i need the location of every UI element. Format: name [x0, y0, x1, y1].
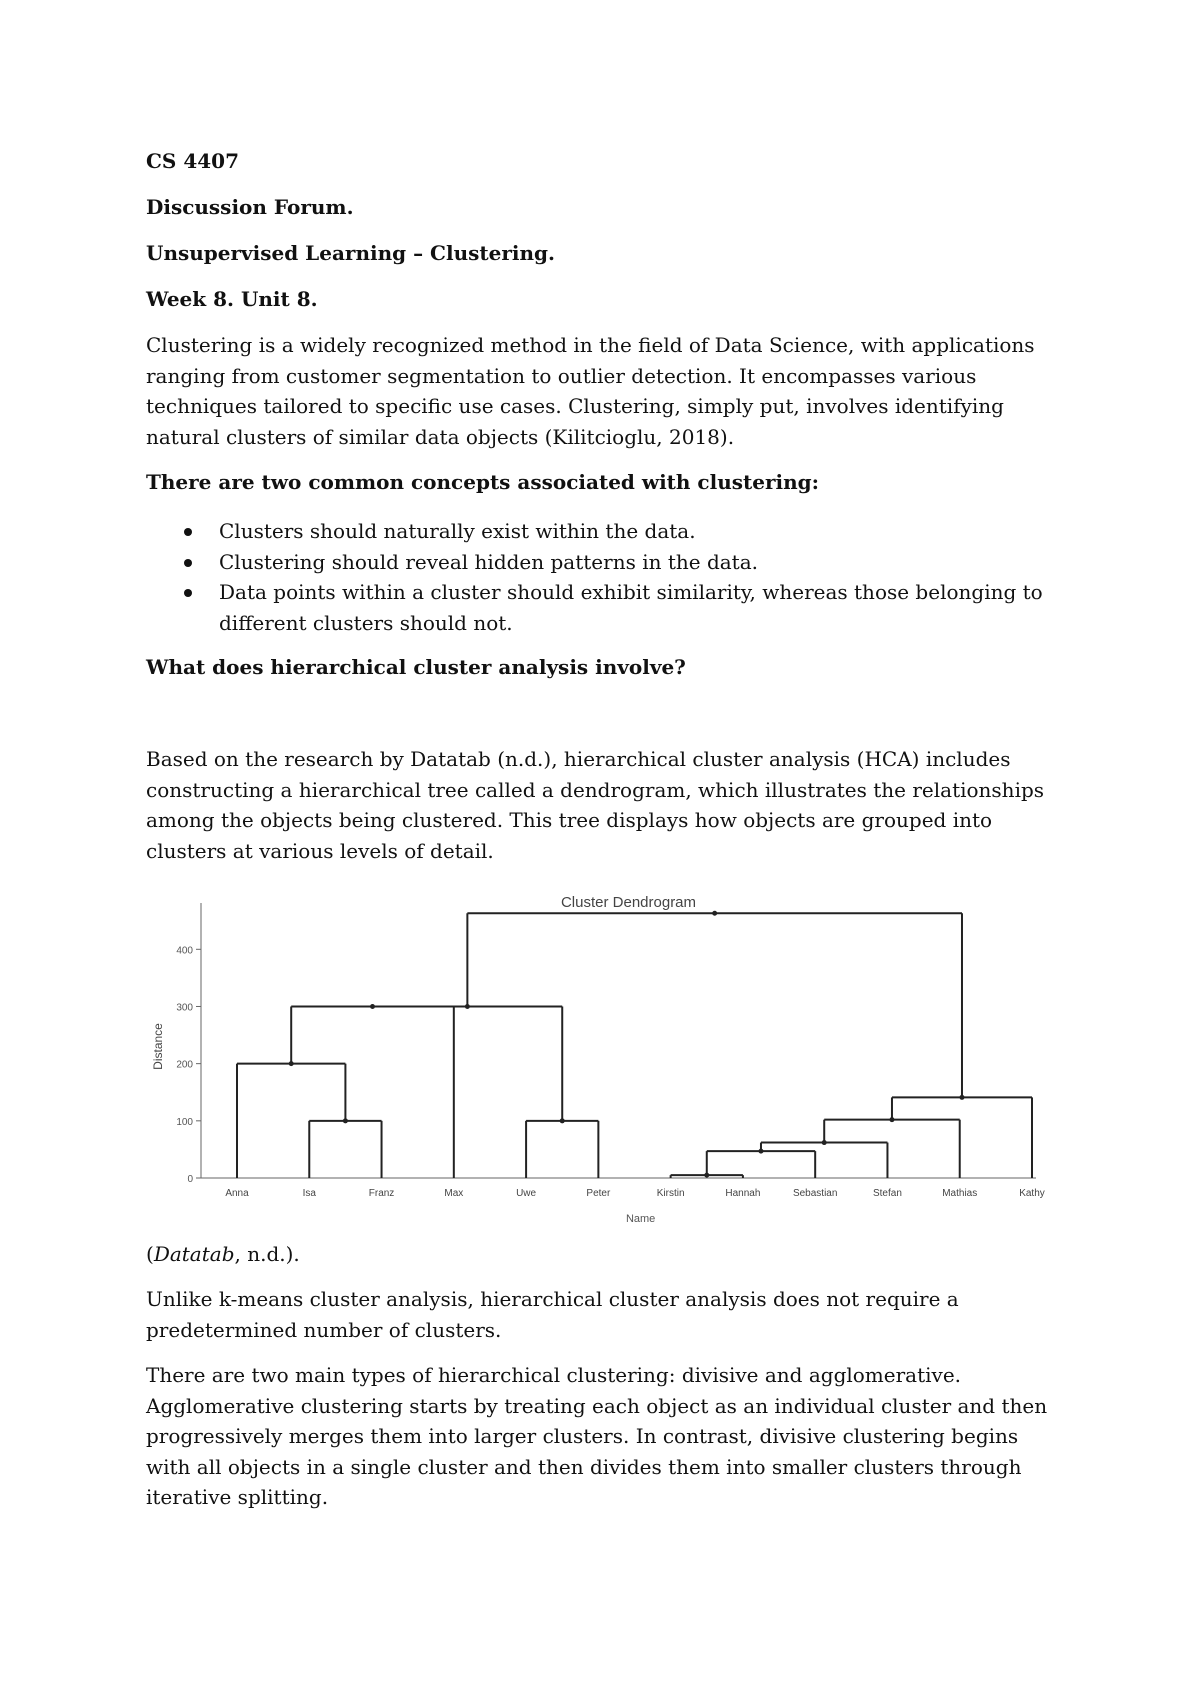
hca-paragraph: Based on the research by Datatab (n.d.), hierarchical cluster analysis (HCA) includes constructing a hierarchical tree called a dendrogram, which illustrates the relationships among the objects being clustered. This tree displays how objects are grouped into clusters at various levels of detail. [146, 747, 1045, 863]
leaf-label: Stefan [872, 1188, 902, 1199]
leaf-label: Uwe [516, 1188, 537, 1199]
concepts-heading: There are two common concepts associated with clustering: [146, 470, 820, 494]
chart-title: Cluster Dendrogram [560, 894, 697, 911]
bullet-icon [184, 559, 192, 567]
leaf-label: Franz [368, 1188, 395, 1199]
figure-citation: (Datatab, n.d.). [146, 1242, 300, 1266]
concepts-list [146, 516, 1046, 638]
y-axis-label: Distance [151, 1023, 165, 1070]
leaf-label: Mathias [942, 1188, 978, 1199]
cluster-dendrogram [146, 885, 1046, 1225]
y-tick-label: 200 [176, 1059, 193, 1071]
forum-label: Discussion Forum. [146, 195, 354, 219]
x-axis-label: Name [625, 1213, 656, 1225]
topic-title: Unsupervised Learning – Clustering. [146, 241, 555, 265]
y-tick-label: 300 [176, 1002, 193, 1014]
list-item: Data points within a cluster should exhibit similarity, whereas those belonging to different clusters should not. [146, 577, 1046, 638]
leaf-label: Peter [586, 1188, 611, 1199]
list-item: Clustering should reveal hidden patterns in the data. [146, 547, 1046, 578]
citation-source: Datatab [153, 1242, 235, 1266]
intro-paragraph: Clustering is a widely recognized method in the field of Data Science, with applications ranging from customer segmentation to outlier detection. It encompasses various techniques tailored to specific use cases. Clustering, simply put, involves identifying natural clusters of similar data objects (Kilitcioglu, 2018). [146, 333, 1035, 449]
y-tick-label: 400 [176, 945, 193, 957]
leaf-label: Kathy [1019, 1188, 1045, 1199]
leaf-label: Anna [225, 1188, 249, 1199]
leaf-label: Kirstin [656, 1188, 685, 1199]
hca-heading: What does hierarchical cluster analysis involve? [146, 655, 686, 679]
list-item: Clusters should naturally exist within the data. [146, 516, 1046, 547]
y-tick-label: 100 [176, 1116, 193, 1128]
types-paragraph: There are two main types of hierarchical clustering: divisive and agglomerative. Agglomerative clustering starts by treating each object as an individual cluster and then progressively merges them into larger clusters. In contrast, divisive clustering begins with all objects in a single cluster and then divides them into smaller clusters through iterative splitting. [146, 1363, 1048, 1509]
course-code: CS 4407 [146, 149, 239, 173]
leaf-label: Hannah [725, 1188, 761, 1199]
week-label: Week 8. Unit 8. [146, 287, 318, 311]
bullet-icon [184, 528, 192, 536]
kmeans-paragraph: Unlike k-means cluster analysis, hierarchical cluster analysis does not require a predetermined number of clusters. [146, 1287, 959, 1342]
leaf-label: Sebastian [792, 1188, 838, 1199]
bullet-icon [184, 589, 192, 597]
merge-node [712, 911, 717, 916]
leaf-label: Isa [302, 1188, 316, 1199]
leaf-label: Max [444, 1188, 464, 1199]
y-tick-label: 0 [187, 1174, 193, 1185]
